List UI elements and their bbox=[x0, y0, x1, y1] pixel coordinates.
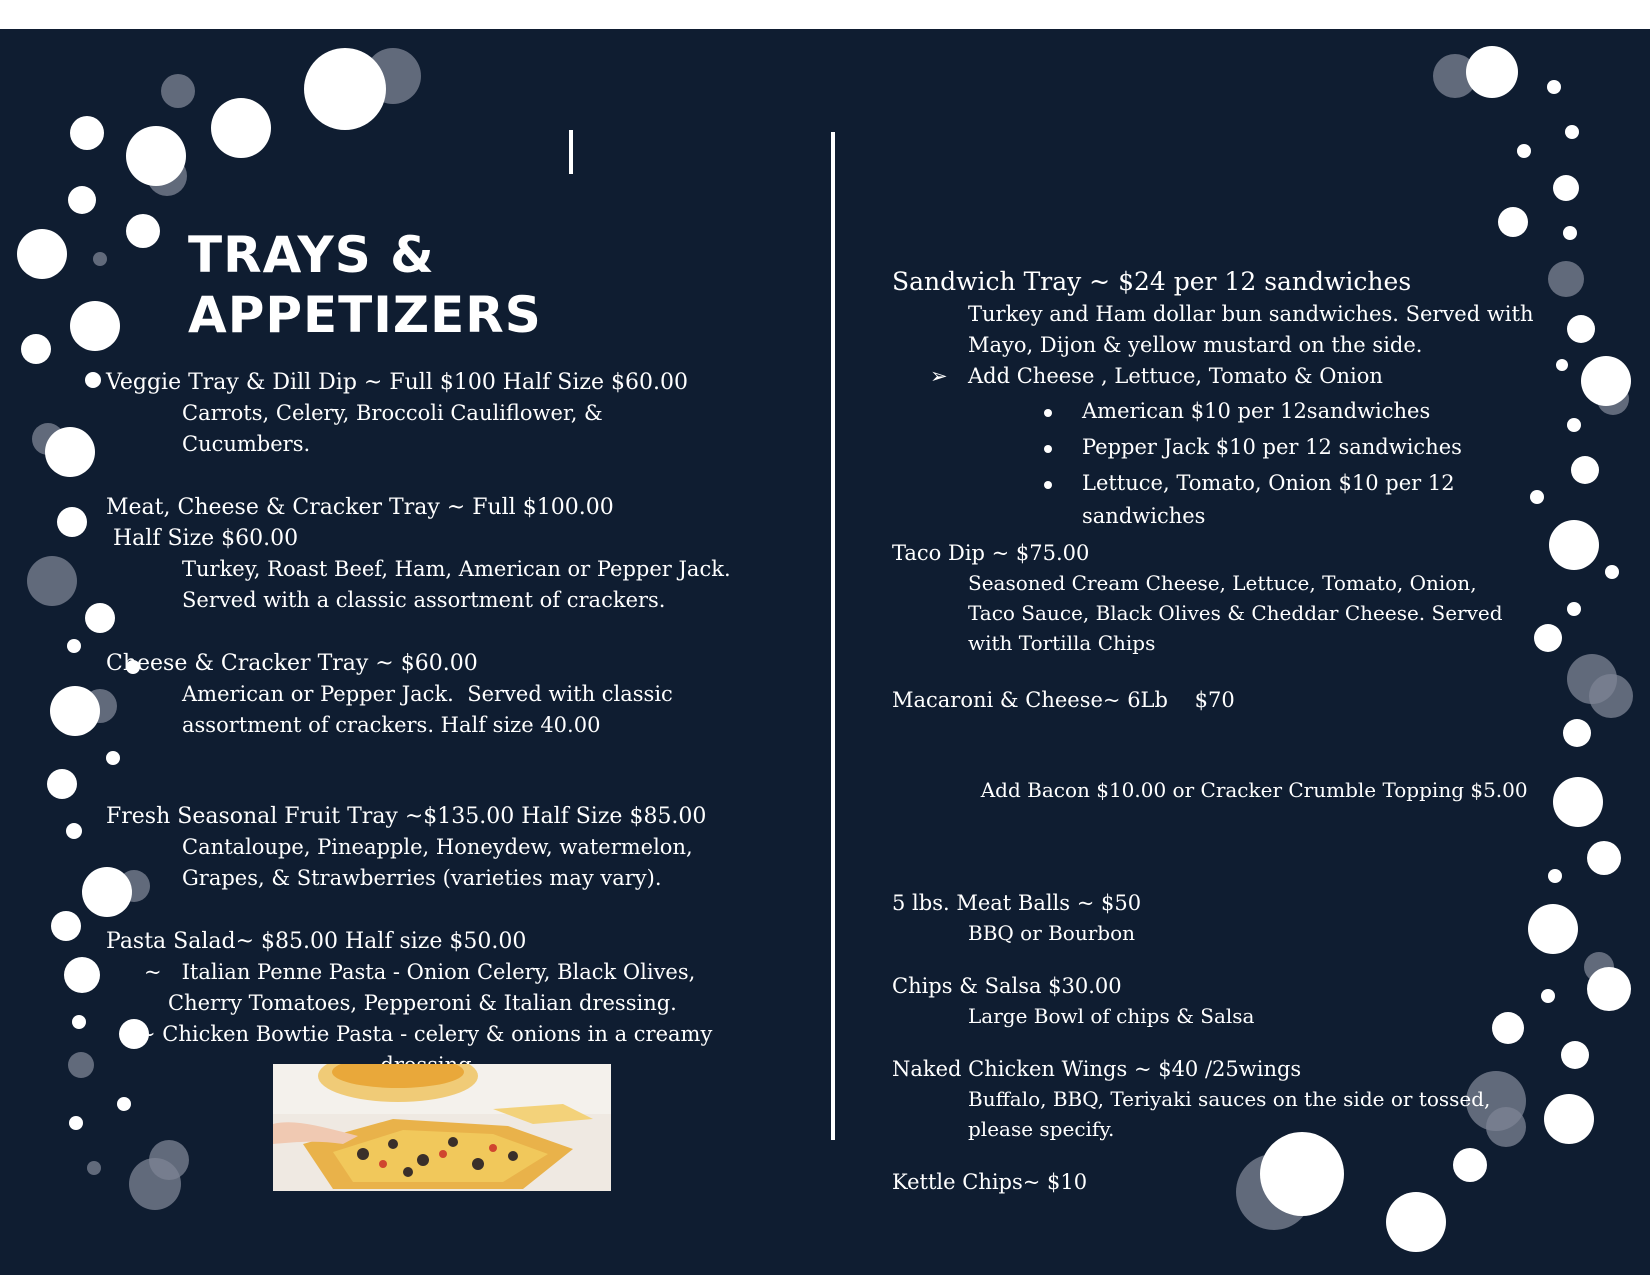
bubble-decoration bbox=[50, 686, 100, 736]
item-description bbox=[892, 299, 1572, 361]
item-heading: Meat, Cheese & Cracker Tray ~ Full $100.00 bbox=[106, 495, 614, 520]
desc-line: Served with a classic assortment of crackers. bbox=[182, 588, 666, 612]
bubble-decoration bbox=[68, 1052, 94, 1078]
bubble-decoration bbox=[72, 1015, 86, 1029]
bubble-decoration bbox=[68, 186, 96, 214]
menu-item-chips-salsa bbox=[892, 972, 1572, 1031]
bubble-decoration bbox=[1571, 456, 1599, 484]
left-column bbox=[106, 225, 806, 1113]
bubble-decoration bbox=[69, 1116, 83, 1130]
bubble-decoration bbox=[21, 334, 51, 364]
bullet-item bbox=[892, 467, 1464, 533]
bubble-decoration bbox=[1587, 967, 1631, 1011]
desc-line: Cucumbers. bbox=[182, 432, 311, 456]
bullet-text: Lettuce, Tomato, Onion $10 per 12 sandwiches bbox=[1082, 471, 1455, 528]
bubble-decoration bbox=[304, 48, 386, 130]
bubble-decoration bbox=[1605, 565, 1619, 579]
menu-item-kettle-chips bbox=[892, 1168, 1572, 1197]
desc-line: Large Bowl of chips & Salsa bbox=[968, 1004, 1255, 1028]
menu-item-chicken-wings bbox=[892, 1055, 1572, 1144]
arrow-bullet-icon: ➢ bbox=[930, 364, 948, 388]
item-heading: 5 lbs. Meat Balls ~ $50 bbox=[892, 891, 1142, 915]
desc-line: Turkey and Ham dollar bun sandwiches. Served with bbox=[968, 302, 1534, 326]
bubble-decoration bbox=[1498, 207, 1528, 237]
item-heading: Cheese & Cracker Tray ~ $60.00 bbox=[106, 651, 478, 676]
item-description bbox=[892, 715, 1572, 865]
bubble-decoration bbox=[51, 911, 81, 941]
item-heading: Veggie Tray & Dill Dip ~ Full $100 Half Size $60.00 bbox=[106, 370, 688, 395]
menu-item-mac-and-cheese bbox=[892, 686, 1572, 865]
pasta-option-line: ~ Italian Penne Pasta - Onion Celery, Black Olives, bbox=[144, 960, 696, 984]
bubble-decoration bbox=[27, 556, 77, 606]
item-description bbox=[106, 398, 806, 460]
pasta-option-line: Cherry Tomatoes, Pepperoni & Italian dressing. bbox=[168, 991, 677, 1015]
desc-line: assortment of crackers. Half size 40.00 bbox=[182, 713, 601, 737]
item-description bbox=[106, 554, 806, 616]
desc-line: Grapes, & Strawberries (varieties may vary). bbox=[182, 866, 662, 890]
bubble-decoration bbox=[161, 74, 195, 108]
item-heading-2: Half Size $60.00 bbox=[106, 526, 299, 551]
item-heading: Macaroni & Cheese~ 6Lb $70 bbox=[892, 688, 1235, 712]
item-description bbox=[106, 832, 806, 894]
item-heading: Kettle Chips~ $10 bbox=[892, 1170, 1088, 1194]
option-text: Add Cheese , Lettuce, Tomato & Onion bbox=[968, 364, 1383, 388]
item-heading: Chips & Salsa $30.00 bbox=[892, 974, 1122, 998]
bubble-decoration bbox=[87, 1161, 101, 1175]
menu-item-fruit-tray bbox=[106, 801, 806, 894]
text-cursor bbox=[569, 130, 573, 174]
bubble-decoration bbox=[1581, 356, 1631, 406]
item-description bbox=[892, 1001, 1572, 1031]
desc-line: please specify. bbox=[968, 1117, 1115, 1141]
bubble-decoration bbox=[1587, 841, 1621, 875]
bubble-decoration bbox=[70, 116, 104, 150]
right-column bbox=[892, 265, 1572, 1221]
bubble-decoration bbox=[211, 98, 271, 158]
add-cheese-option bbox=[892, 361, 1572, 392]
desc-line: Taco Sauce, Black Olives & Cheddar Cheese. Served bbox=[968, 601, 1503, 625]
bubble-decoration bbox=[64, 957, 100, 993]
bubble-decoration bbox=[1589, 674, 1633, 718]
item-description bbox=[892, 918, 1572, 948]
menu-item-veggie-tray bbox=[106, 367, 806, 460]
item-heading: Taco Dip ~ $75.00 bbox=[892, 541, 1090, 565]
item-description bbox=[106, 679, 806, 741]
menu-item-sandwich-tray bbox=[892, 265, 1572, 533]
bubble-decoration bbox=[57, 507, 87, 537]
bullet-dot-icon bbox=[1044, 445, 1052, 453]
bullet-text: Pepper Jack $10 per 12 sandwiches bbox=[1082, 435, 1462, 459]
bubble-decoration bbox=[1563, 226, 1577, 240]
bubble-decoration bbox=[1517, 144, 1531, 158]
bubble-decoration bbox=[126, 126, 186, 186]
menu-item-cheese-cracker-tray bbox=[106, 648, 806, 741]
menu-item-meat-balls bbox=[892, 889, 1572, 948]
bubble-decoration bbox=[129, 1158, 181, 1210]
menu-item-pasta-salad bbox=[106, 926, 806, 1081]
bubble-decoration bbox=[1553, 175, 1579, 201]
bubble-decoration bbox=[17, 229, 67, 279]
item-description bbox=[892, 568, 1572, 658]
bullet-dot-icon bbox=[1044, 481, 1052, 489]
bubble-decoration bbox=[1466, 46, 1518, 98]
desc-line: Seasoned Cream Cheese, Lettuce, Tomato, Onion, bbox=[968, 571, 1477, 595]
desc-line: BBQ or Bourbon bbox=[968, 921, 1136, 945]
bubble-decoration bbox=[66, 823, 82, 839]
item-heading: Naked Chicken Wings ~ $40 /25wings bbox=[892, 1057, 1302, 1081]
desc-line: Add Bacon $10.00 or Cracker Crumble Topping $5.00 bbox=[968, 778, 1528, 802]
desc-line: with Tortilla Chips bbox=[968, 631, 1156, 655]
item-heading: Fresh Seasonal Fruit Tray ~$135.00 Half Size $85.00 bbox=[106, 804, 707, 829]
desc-line: Turkey, Roast Beef, Ham, American or Pepper Jack. bbox=[182, 557, 731, 581]
desc-line: Cantaloupe, Pineapple, Honeydew, watermelon, bbox=[182, 835, 693, 859]
item-heading: Sandwich Tray ~ $24 per 12 sandwiches bbox=[892, 267, 1412, 296]
column-divider bbox=[831, 132, 835, 1140]
bubble-decoration bbox=[67, 639, 81, 653]
page-title: TRAYS & APPETIZERS bbox=[188, 226, 542, 344]
desc-line: Mayo, Dijon & yellow mustard on the side. bbox=[968, 333, 1423, 357]
bubble-decoration bbox=[93, 252, 107, 266]
food-photo-taco-dip bbox=[273, 1064, 611, 1191]
bubble-decoration bbox=[1565, 125, 1579, 139]
bullet-text: American $10 per 12sandwiches bbox=[1082, 399, 1431, 423]
menu-item-meat-cheese-tray bbox=[106, 492, 806, 616]
item-heading: Pasta Salad~ $85.00 Half size $50.00 bbox=[106, 929, 527, 954]
menu-page bbox=[0, 29, 1650, 1275]
item-description bbox=[892, 1084, 1572, 1144]
bullet-dot-icon bbox=[1044, 409, 1052, 417]
desc-line: Carrots, Celery, Broccoli Cauliflower, & bbox=[182, 401, 603, 425]
bubble-decoration bbox=[1547, 80, 1561, 94]
bubble-decoration bbox=[47, 769, 77, 799]
desc-line: Buffalo, BBQ, Teriyaki sauces on the side or tossed, bbox=[968, 1087, 1491, 1111]
bullet-item bbox=[892, 431, 1572, 464]
pasta-option-line: ~ Chicken Bowtie Pasta - celery & onions in a creamy bbox=[138, 1022, 713, 1046]
bubble-decoration bbox=[85, 372, 101, 388]
desc-line: American or Pepper Jack. Served with classic bbox=[182, 682, 673, 706]
bullet-item bbox=[892, 395, 1572, 428]
menu-item-taco-dip bbox=[892, 539, 1572, 658]
bubble-decoration bbox=[45, 427, 95, 477]
